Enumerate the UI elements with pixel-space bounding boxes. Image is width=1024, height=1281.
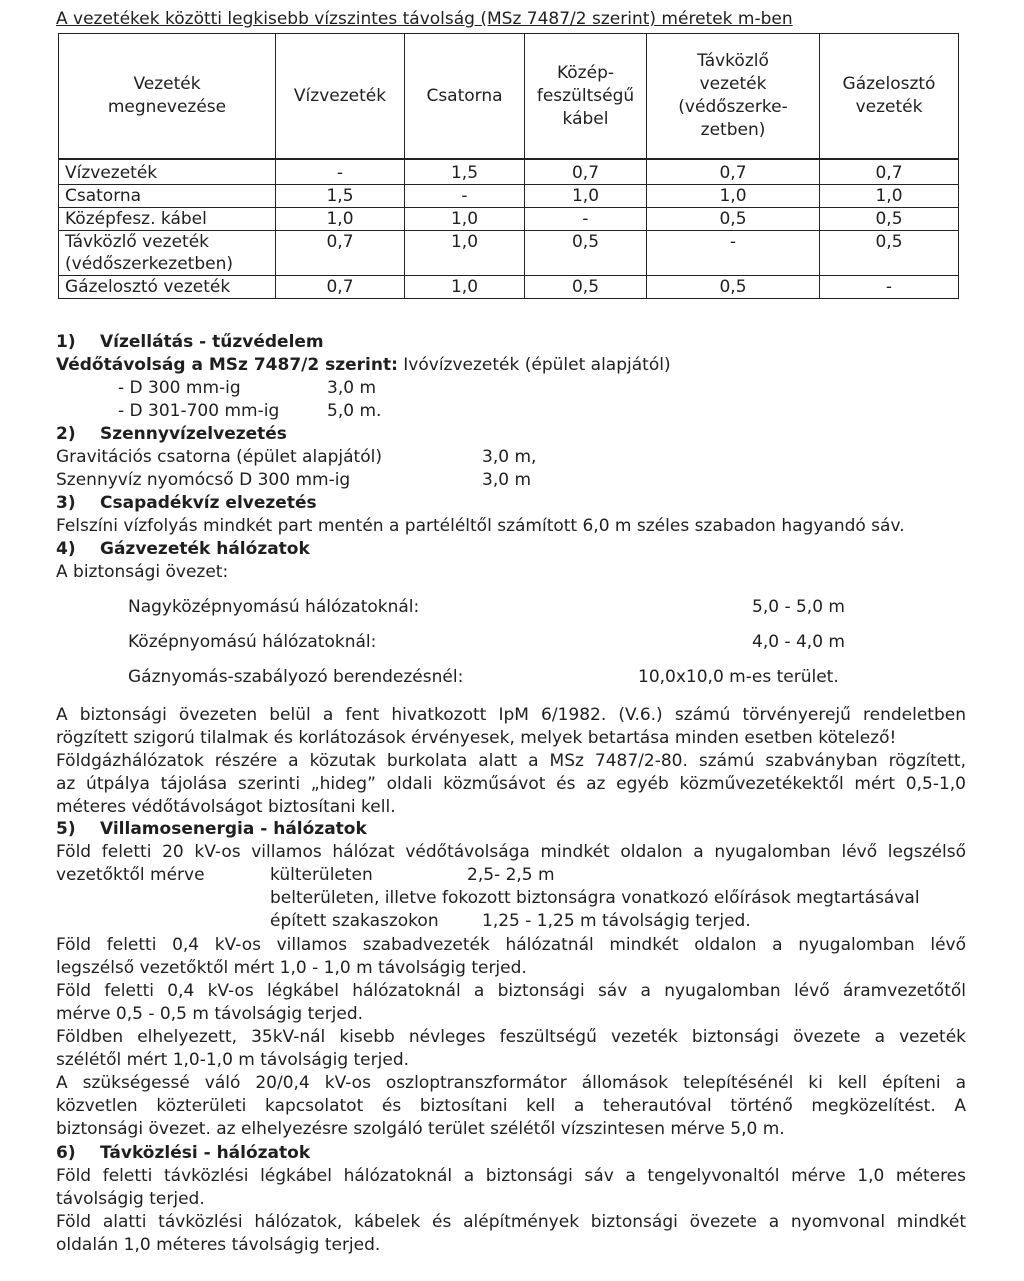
s4-intro: A biztonsági övezet: bbox=[56, 562, 229, 582]
s4-paragraph-2 bbox=[56, 750, 966, 819]
section-5-heading: 5) Villamosenergia - hálózatok bbox=[56, 819, 367, 839]
header-line: Gázelosztó bbox=[842, 74, 936, 94]
text-line: rögzített szigorú tilalmak és korlátozások érvényesek, melyek betartása minden esetben kötelező! bbox=[56, 728, 897, 748]
table-header-row bbox=[59, 34, 959, 160]
section-2-heading: 2) Szennyvízelvezetés bbox=[56, 424, 287, 444]
header-line: megnevezése bbox=[107, 97, 227, 117]
row-label-line: Középfesz. kábel bbox=[65, 209, 207, 229]
text-line: A biztonsági övezeten belül a fent hivatkozott IpM 6/1982. (V.6.) számú törvényerejű rendeletben bbox=[56, 705, 966, 725]
value-cell: 0,5 bbox=[647, 276, 820, 299]
header-line: Távközlő bbox=[697, 51, 769, 71]
value-cell: 0,7 bbox=[276, 231, 405, 276]
header-line: vezeték bbox=[699, 74, 767, 94]
value-cell: 0,5 bbox=[647, 208, 820, 231]
s5-a4v: 1,25 - 1,25 m távolságig terjed. bbox=[482, 911, 751, 931]
s5-paragraph-c bbox=[56, 980, 966, 1026]
text-line: A szükségessé váló 20/0,4 kV-os oszloptranszformátor állomások telepítésénél ki kell építeni a bbox=[56, 1073, 966, 1093]
section-1-heading: 1) Vízellátás - tűzvédelem bbox=[56, 332, 324, 352]
section-1-lead: Védőtávolság a MSz 7487/2 szerint: Ivóvízvezeték (épület alapjától) bbox=[56, 355, 671, 375]
value-cell: 1,0 bbox=[276, 208, 405, 231]
value-cell: 1,0 bbox=[405, 208, 525, 231]
s5-a4: épített szakaszokon bbox=[270, 911, 439, 931]
s3-text: Felszíni vízfolyás mindkét part mentén a partéléltől számított 6,0 m széles szabadon hagyandó sáv. bbox=[56, 516, 905, 536]
text-line: Föld feletti 20 kV-os villamos hálózat védőtávolsága mindkét oldalon a nyugalomban lévő legszélső bbox=[56, 842, 966, 862]
text-line: az útpálya tájolása szerinti „hideg” oldali közműsávot és az egyéb közművezetékektől mért 0,5-1,0 bbox=[56, 774, 966, 794]
s5-a2: vezetőktől mérve bbox=[56, 865, 205, 885]
value-cell: 1,0 bbox=[405, 231, 525, 276]
row-label-cell bbox=[59, 276, 276, 299]
value-cell: 0,7 bbox=[525, 159, 647, 185]
value-cell: - bbox=[647, 231, 820, 276]
section-4-heading: 4) Gázvezeték hálózatok bbox=[56, 539, 310, 559]
table-row bbox=[59, 208, 959, 231]
row-label-line: Gázelosztó vezeték bbox=[65, 277, 231, 297]
s4-paragraph-1 bbox=[56, 704, 966, 750]
row-label-cell bbox=[59, 208, 276, 231]
value-cell: 0,5 bbox=[820, 231, 959, 276]
s5-paragraph-b bbox=[56, 934, 966, 980]
header-line: kábel bbox=[562, 108, 609, 129]
table-body bbox=[59, 159, 959, 299]
value-cell: 1,0 bbox=[820, 185, 959, 208]
text-line: mérve 0,5 - 0,5 m távolságig terjed. bbox=[56, 1004, 364, 1024]
header-line: Közép- bbox=[556, 62, 614, 83]
row-label-cell bbox=[59, 231, 276, 276]
table-row bbox=[59, 276, 959, 299]
table-header-cell bbox=[276, 34, 405, 160]
header-line: (védőszerke- bbox=[678, 97, 788, 117]
s5-a1 bbox=[56, 841, 966, 864]
s2-b-value: 3,0 m bbox=[482, 470, 531, 490]
table-row bbox=[59, 159, 959, 185]
header-line: Vezeték bbox=[133, 74, 201, 94]
s1-d2-label: - D 301-700 mm-ig bbox=[118, 401, 280, 421]
table-row bbox=[59, 231, 959, 276]
header-line: Csatorna bbox=[426, 85, 503, 106]
value-cell: 0,5 bbox=[820, 208, 959, 231]
row-label-line: Vízvezeték bbox=[65, 163, 158, 183]
header-line: Vízvezeték bbox=[293, 85, 387, 106]
text-line: Föld feletti 0,4 kV-os villamos szabadvezeték hálózatnál mindkét oldalon a nyugalomban lévő bbox=[56, 935, 966, 955]
s1-d1-label: - D 300 mm-ig bbox=[118, 378, 241, 398]
value-cell: - bbox=[525, 208, 647, 231]
text-line: oldalán 1,0 méteres távolságig terjed. bbox=[56, 1235, 381, 1255]
s1-d2-value: 5,0 m. bbox=[327, 401, 382, 421]
s5-a3: belterületen, illetve fokozott biztonságra vonatkozó előírások megtartásával bbox=[270, 888, 920, 908]
header-line: zetben) bbox=[700, 120, 766, 140]
value-cell: 0,5 bbox=[525, 231, 647, 276]
table-header-cell bbox=[820, 34, 959, 160]
value-cell: 0,7 bbox=[647, 159, 820, 185]
text-line: szélétől mért 1,0-1,0 m távolságig terjed. bbox=[56, 1050, 410, 1070]
text-line: Föld feletti 0,4 kV-os légkábel hálózatoknál a biztonsági sáv a nyugalomban lévő áramvezetőtől bbox=[56, 981, 966, 1001]
value-cell: - bbox=[276, 159, 405, 185]
s1-d1-value: 3,0 m bbox=[327, 378, 376, 398]
text-line: Föld alatti távközlési hálózatok, kábelek és alépítmények biztonsági övezete a nyomvonal mindkét bbox=[56, 1212, 966, 1232]
s4-l1-value: 5,0 - 5,0 m bbox=[752, 597, 845, 617]
s4-l1-label: Nagyközépnyomású hálózatoknál: bbox=[128, 597, 420, 617]
value-cell: 0,7 bbox=[820, 159, 959, 185]
row-label-line: Távközlő vezeték bbox=[65, 232, 210, 252]
s6-paragraph-a bbox=[56, 1165, 966, 1211]
section-6-heading: 6) Távközlési - hálózatok bbox=[56, 1143, 311, 1163]
table-header-cell bbox=[647, 34, 820, 160]
value-cell: - bbox=[405, 185, 525, 208]
s5-a2b: külterületen bbox=[270, 865, 373, 885]
value-cell: 1,0 bbox=[647, 185, 820, 208]
row-label-line: (védőszerkezetben) bbox=[65, 254, 233, 274]
s4-l3-label: Gáznyomás-szabályozó berendezésnél: bbox=[128, 667, 464, 687]
value-cell: 1,0 bbox=[525, 185, 647, 208]
value-cell: 0,7 bbox=[276, 276, 405, 299]
text-line: közvetlen közterületi kapcsolatot és biztosítani kell a teherautóval történő megközelítést. A bbox=[56, 1096, 966, 1116]
text-line: távolságig terjed. bbox=[56, 1189, 205, 1209]
value-cell: 1,5 bbox=[276, 185, 405, 208]
table-header-cell bbox=[59, 34, 276, 160]
text-line: biztonsági övezet. az elhelyezésre szolgáló terület szélétől vízszintesen mérve 5,0 m. bbox=[56, 1119, 785, 1139]
row-label-line: Csatorna bbox=[65, 186, 142, 206]
table-header-cell bbox=[405, 34, 525, 160]
row-label-cell bbox=[59, 185, 276, 208]
table-header-cell bbox=[525, 34, 647, 160]
s2-b-label: Szennyvíz nyomócső D 300 mm-ig bbox=[56, 470, 351, 490]
header-line: vezeték bbox=[855, 97, 923, 117]
row-label-cell bbox=[59, 159, 276, 185]
s4-l3-value: 10,0x10,0 m-es terület. bbox=[638, 667, 839, 687]
value-cell: 1,5 bbox=[405, 159, 525, 185]
s5-paragraph-e bbox=[56, 1072, 966, 1141]
text-line: Földben elhelyezett, 35kV-nál kisebb névleges feszültségű vezeték biztonsági övezete a vezeték bbox=[56, 1027, 966, 1047]
s6-paragraph-b bbox=[56, 1211, 966, 1257]
distance-table bbox=[58, 33, 959, 299]
s5-paragraph-d bbox=[56, 1026, 966, 1072]
table-row bbox=[59, 185, 959, 208]
header-line: feszültségű bbox=[536, 85, 635, 106]
section-3-heading: 3) Csapadékvíz elvezetés bbox=[56, 493, 317, 513]
s2-a-label: Gravitációs csatorna (épület alapjától) bbox=[56, 447, 382, 467]
document-title: A vezetékek közötti legkisebb vízszintes távolság (MSz 7487/2 szerint) méretek m-ben bbox=[56, 9, 793, 29]
text-line: méteres védőtávolságot biztosítani kell. bbox=[56, 797, 396, 817]
value-cell: 0,5 bbox=[525, 276, 647, 299]
value-cell: - bbox=[820, 276, 959, 299]
s4-l2-label: Középnyomású hálózatoknál: bbox=[128, 632, 377, 652]
text-line: Földgázhálózatok részére a közutak burkolata alatt a MSz 7487/2-80. számú szabványban rögzített, bbox=[56, 751, 966, 771]
text-line: Föld feletti távközlési légkábel hálózatoknál a biztonsági sáv a tengelyvonaltól mérve 1,0 méteres bbox=[56, 1166, 966, 1186]
s5-a2v: 2,5- 2,5 m bbox=[467, 865, 555, 885]
text-line: legszélső vezetőktől mért 1,0 - 1,0 m távolságig terjed. bbox=[56, 958, 527, 978]
value-cell: 1,0 bbox=[405, 276, 525, 299]
s4-l2-value: 4,0 - 4,0 m bbox=[752, 632, 845, 652]
s2-a-value: 3,0 m, bbox=[482, 447, 537, 467]
